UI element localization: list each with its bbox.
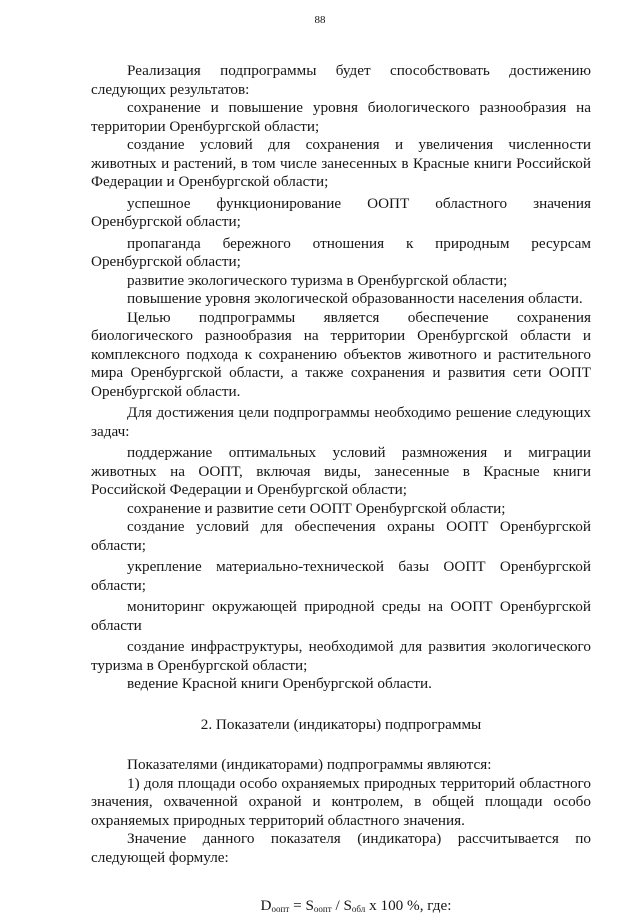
paragraph: мониторинг окружающей природной среды на ООПТ Оренбургской области: [91, 598, 591, 634]
formula-divide: /: [331, 897, 344, 914]
paragraph: Целью подпрограммы является обеспечение сохранения биологического разнообразия на территории Оренбургской области и комплексного подхода к сохранению объектов животного и растительного мира Оренбургской области, а также сохранения и развития сети ООПТ Оренбургской области.: [91, 308, 591, 400]
section-heading: 2. Показатели (индикаторы) подпрограммы: [200, 715, 482, 733]
paragraph: 1) доля площади особо охраняемых природных территорий областного значения, охваченной охраной и контролем, в общей площади особо охраняемых природных территорий областного значения.: [91, 774, 591, 829]
formula-tail: х 100 %, где:: [365, 897, 452, 914]
formula-s1-subscript: оопт: [313, 904, 332, 914]
formula: [121, 897, 591, 916]
paragraph: создание инфраструктуры, необходимой для развития экологического туризма в Оренбургской области;: [91, 638, 591, 674]
paragraph: Реализация подпрограммы будет способствовать достижению следующих результатов:: [91, 62, 591, 98]
paragraph: укрепление материально-технической базы ООПТ Оренбургской области;: [91, 558, 591, 594]
paragraph: ведение Красной книги Оренбургской области.: [127, 675, 432, 692]
document-body: [91, 62, 591, 916]
paragraph: пропаганда бережного отношения к природным ресурсам Оренбургской области;: [91, 234, 591, 270]
paragraph: развитие экологического туризма в Оренбургской области;: [127, 271, 508, 289]
paragraph: успешное функционирование ООПТ областного значения Оренбургской области;: [91, 194, 591, 230]
formula-s1: S: [305, 897, 314, 914]
formula-s2: S: [343, 897, 352, 914]
paragraph: поддержание оптимальных условий размножения и миграции животных на ООПТ, включая виды, занесенные в Красные книги Российской Федерации и Оренбургской области;: [91, 444, 591, 498]
formula-s2-subscript: обл: [351, 904, 366, 914]
paragraph: сохранение и развитие сети ООПТ Оренбургской области;: [127, 499, 506, 517]
formula-d: D: [260, 897, 272, 914]
paragraph: повышение уровня экологической образованности населения области.: [127, 290, 583, 307]
paragraph: Показателями (индикаторами) подпрограммы являются:: [127, 756, 492, 773]
page-number: 88: [314, 14, 326, 26]
paragraph: Значение данного показателя (индикатора) рассчитывается по следующей формуле:: [91, 830, 591, 866]
formula-d-subscript: оопт: [271, 904, 290, 914]
paragraph: создание условий для сохранения и увеличения численности животных и растений, в том числе занесенных в Красные книги Российской Федерации и Оренбургской области;: [91, 136, 591, 190]
paragraph: создание условий для обеспечения охраны ООПТ Оренбургской области;: [91, 518, 591, 554]
formula-equals: =: [289, 897, 306, 914]
paragraph: сохранение и повышение уровня биологического разнообразия на территории Оренбургской области;: [91, 99, 591, 135]
paragraph: Для достижения цели подпрограммы необходимо решение следующих задач:: [91, 404, 591, 440]
